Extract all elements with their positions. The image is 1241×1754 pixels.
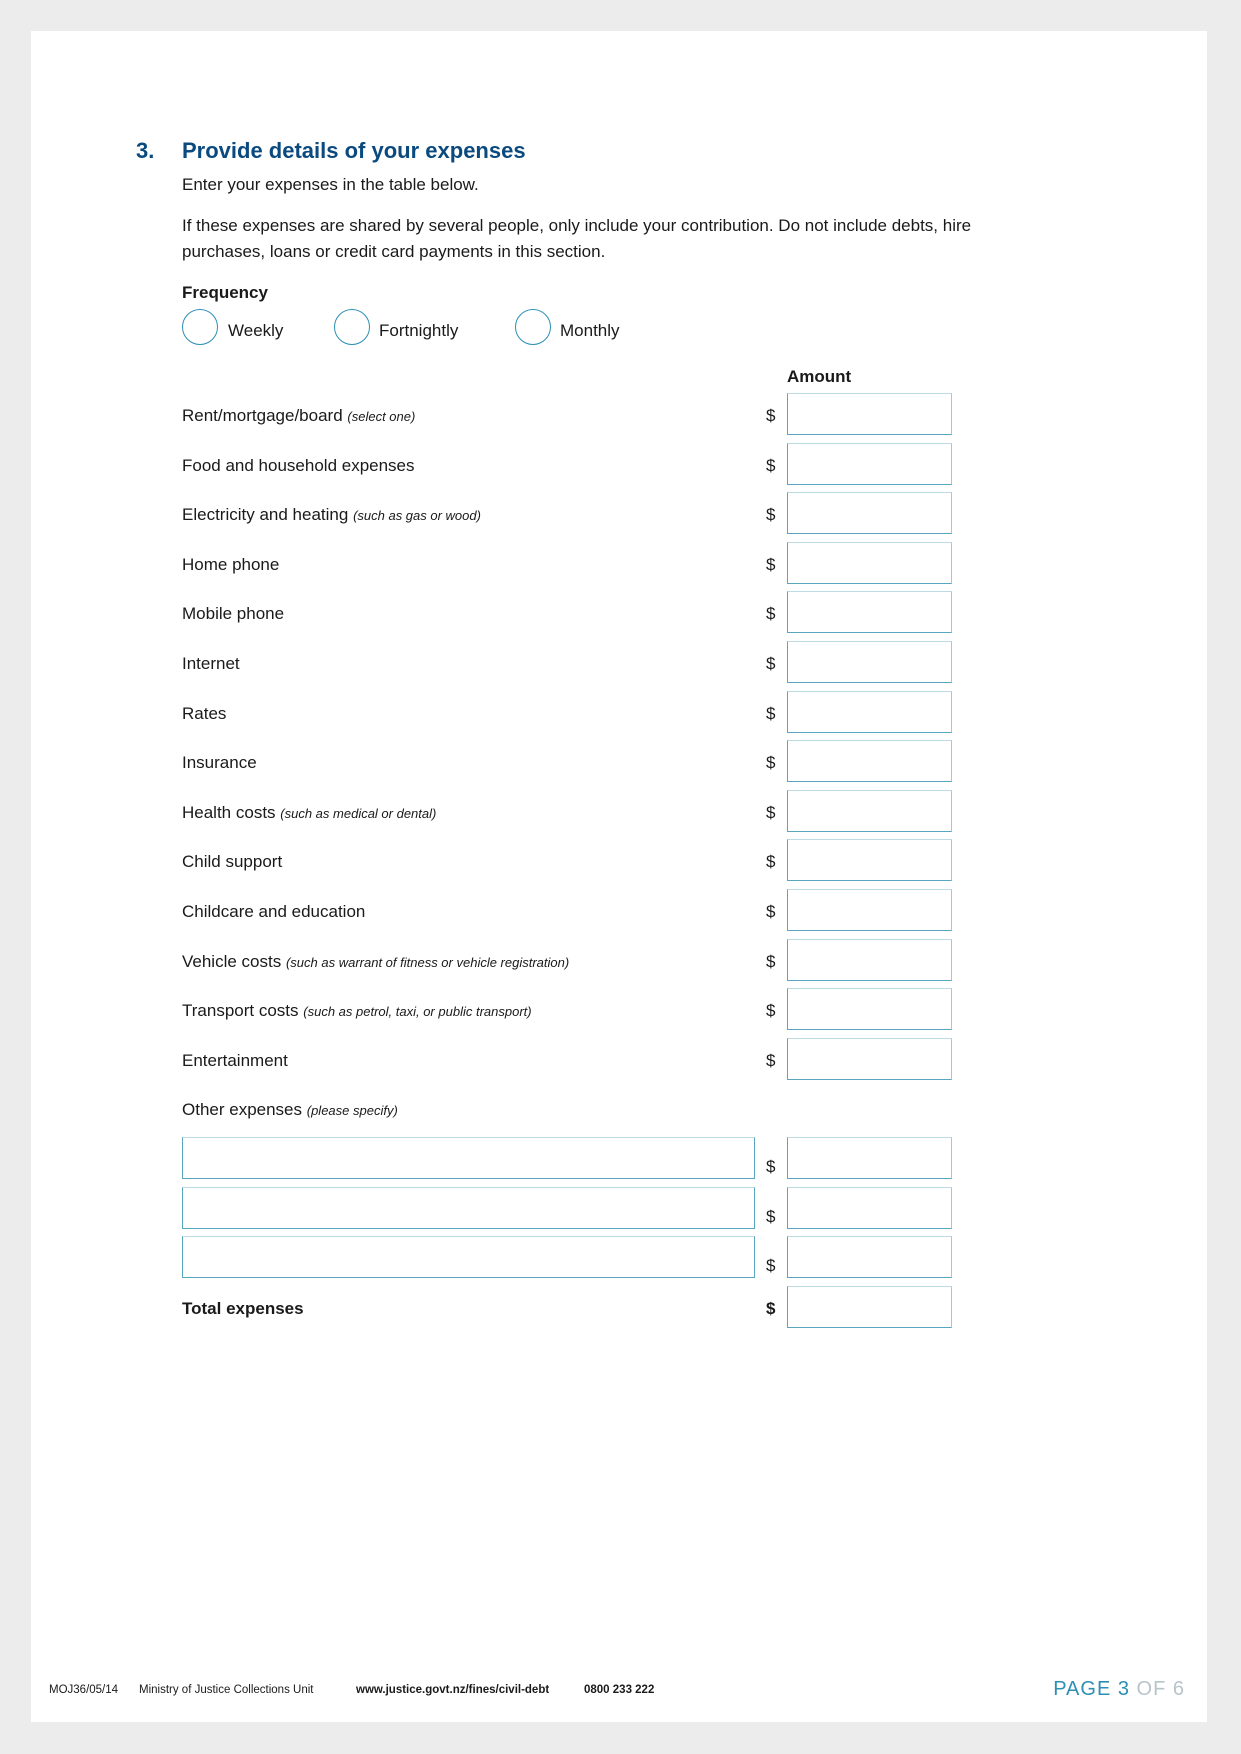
footer-org: Ministry of Justice Collections Unit: [139, 1684, 314, 1696]
expense-row-label: [182, 654, 240, 674]
expense-label: Insurance: [182, 753, 257, 773]
page-current: PAGE 3: [1053, 1678, 1130, 1700]
radio-weekly-label: Weekly: [228, 321, 284, 340]
expense-label: Electricity and heating: [182, 505, 349, 525]
expense-label: Childcare and education: [182, 902, 366, 921]
other-expense-description-input[interactable]: [182, 1137, 755, 1179]
currency-symbol: $: [766, 703, 776, 723]
currency-symbol: $: [766, 802, 776, 822]
expense-row-label: [182, 852, 282, 872]
expense-row-label: [182, 902, 365, 922]
currency-symbol: $: [766, 902, 776, 921]
amount-input[interactable]: [787, 939, 952, 981]
expense-hint: (such as medical or dental): [280, 805, 437, 821]
expense-hint: (select one): [347, 409, 416, 424]
expense-label: Home phone: [182, 554, 280, 574]
other-hint: (please specify): [306, 1103, 398, 1119]
currency-symbol: $: [766, 1206, 776, 1226]
other-expense-description-input[interactable]: [182, 1236, 755, 1278]
amount-input[interactable]: [787, 542, 952, 584]
expense-label: Transport costs: [182, 1001, 299, 1021]
amount-header: Amount: [787, 367, 852, 386]
expense-label: Child support: [182, 852, 283, 872]
expense-label: Health costs: [182, 802, 276, 822]
currency-symbol: $: [766, 753, 776, 773]
other-expenses-label: [182, 1100, 398, 1120]
expense-row-label: [182, 1001, 532, 1021]
footer-url[interactable]: www.justice.govt.nz/fines/civil-debt: [356, 1684, 550, 1696]
amount-input[interactable]: [787, 443, 952, 485]
note-line-1: If these expenses are shared by several people, only include your contribution. Do not include debts, hire: [182, 216, 972, 235]
expense-row-label: [182, 555, 279, 575]
expense-hint: (such as petrol, taxi, or public transport): [303, 1004, 532, 1020]
section-number: 3.: [136, 138, 155, 163]
total-expenses-label: Total expenses: [182, 1298, 304, 1318]
total-expenses-input[interactable]: [787, 1286, 952, 1328]
amount-input[interactable]: [787, 591, 952, 633]
currency-symbol: $: [766, 604, 776, 624]
other-expense-description-input[interactable]: [182, 1187, 755, 1229]
currency-symbol: $: [766, 1001, 776, 1021]
other-expense-amount-input[interactable]: [787, 1236, 952, 1278]
expense-label: Food and household expenses: [182, 455, 415, 475]
expense-row-label: [182, 406, 415, 426]
radio-weekly[interactable]: [182, 309, 218, 345]
page-number: [1053, 1678, 1185, 1701]
expense-label: Rates: [182, 703, 227, 723]
expense-hint: (such as warrant of fitness or vehicle registration): [285, 954, 570, 970]
other-label: Other expenses: [182, 1100, 303, 1120]
footer-code: MOJ36/05/14: [49, 1684, 119, 1696]
currency-symbol: $: [766, 852, 776, 872]
expense-row-label: [182, 1051, 288, 1071]
amount-input[interactable]: [787, 1038, 952, 1080]
expense-row-label: [182, 952, 569, 972]
amount-input[interactable]: [787, 790, 952, 832]
expense-row-label: [182, 753, 257, 773]
expense-row-label: [182, 505, 481, 525]
currency-symbol: $: [766, 554, 776, 574]
currency-symbol: $: [766, 406, 776, 425]
currency-symbol: $: [766, 1256, 776, 1276]
other-expense-amount-input[interactable]: [787, 1187, 952, 1229]
amount-input[interactable]: [787, 839, 952, 881]
expense-label: Vehicle costs: [182, 951, 282, 971]
radio-fortnightly[interactable]: [334, 309, 370, 345]
expense-label: Entertainment: [182, 1050, 288, 1070]
radio-fortnightly-label: Fortnightly: [379, 321, 459, 340]
expense-label: Rent/mortgage/board: [182, 406, 343, 425]
expense-row-label: [182, 456, 415, 476]
radio-monthly-label: Monthly: [560, 321, 620, 340]
note-line-2: purchases, loans or credit card payments in this section.: [182, 242, 606, 261]
currency-symbol: $: [766, 654, 776, 673]
amount-input[interactable]: [787, 740, 952, 782]
expense-label: Internet: [182, 654, 240, 673]
currency-symbol: $: [766, 951, 776, 971]
footer-phone: 0800 233 222: [584, 1684, 655, 1696]
currency-symbol: $: [766, 1157, 776, 1176]
amount-input[interactable]: [787, 492, 952, 534]
page-total: OF 6: [1136, 1678, 1185, 1700]
frequency-label: Frequency: [182, 283, 268, 302]
amount-input[interactable]: [787, 889, 952, 931]
expense-hint: (such as gas or wood): [353, 508, 481, 524]
currency-symbol: $: [766, 1298, 776, 1318]
expense-label: Mobile phone: [182, 604, 285, 624]
amount-input[interactable]: [787, 691, 952, 733]
currency-symbol: $: [766, 1050, 776, 1070]
radio-monthly[interactable]: [515, 309, 551, 345]
expense-row-label: [182, 604, 284, 624]
expense-row-label: [182, 803, 436, 823]
intro-text: Enter your expenses in the table below.: [182, 175, 479, 194]
other-expense-amount-input[interactable]: [787, 1137, 952, 1179]
currency-symbol: $: [766, 455, 776, 475]
amount-input[interactable]: [787, 988, 952, 1030]
amount-input[interactable]: [787, 641, 952, 683]
amount-input[interactable]: [787, 393, 952, 435]
currency-symbol: $: [766, 505, 776, 525]
section-title: Provide details of your expenses: [182, 138, 526, 163]
expense-row-label: [182, 704, 226, 724]
